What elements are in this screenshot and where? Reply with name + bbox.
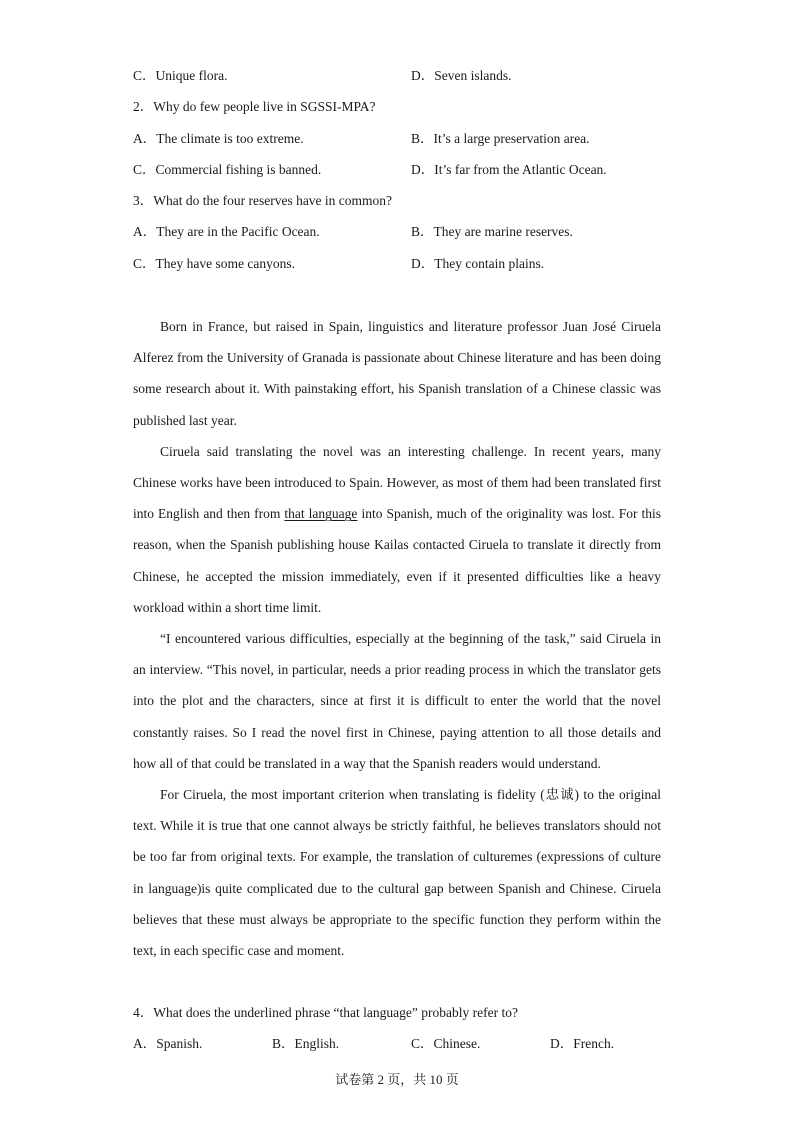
q2-option-a: A．The climate is too extreme. (133, 131, 304, 146)
passage-paragraph-2 (133, 436, 661, 623)
q1-option-d: D．Seven islands. (411, 68, 512, 83)
underlined-phrase: that language (284, 506, 358, 522)
q4-option-d: D．French. (550, 1036, 615, 1051)
q3-stem: 3．What do the four reserves have in common? (133, 193, 393, 208)
q2-option-c: C．Commercial fishing is banned. (133, 162, 322, 177)
q2-option-d: D．It’s far from the Atlantic Ocean. (411, 162, 607, 177)
q4-option-a: A．Spanish. (133, 1036, 203, 1051)
reading-passage (133, 311, 661, 966)
passage-paragraph-1: Born in France, but raised in Spain, linguistics and literature professor Juan José Ciruela Alferez from the University of Granada is passionate about Chinese literature and has been doing some research about it. With painstaking effort, his Spanish translation of a Chinese classic was published last year. (133, 319, 661, 428)
q3-option-c: C．They have some canyons. (133, 256, 295, 271)
passage-p2-after: into Spanish, much of the originality was lost. For this reason, when the Spanish publishing house Kailas contacted Ciruela to translate it directly from Chinese, he accepted the mission immediately, even if it presented difficulties like a heavy workload within a short time limit. (133, 506, 661, 615)
q4-option-b: B．English. (272, 1036, 340, 1051)
q1-option-c: C．Unique flora. (133, 68, 228, 83)
passage-paragraph-3: “I encountered various difficulties, especially at the beginning of the task,” said Ciruela in an interview. “This novel, in particular, needs a prior reading process in which the translator gets into the plot and the characters, since at first it is difficult to enter the world that the novel constantly raises. So I read the novel first in Chinese, paying attention to all those details and how all of that could be translated in a way that the Spanish readers would understand. (133, 631, 661, 771)
passage-p2-before: Ciruela said translating the novel was an interesting challenge. In recent years, many Chinese works have been introduced to Spain. However, as most of them had been translated first into English and then from (133, 443, 661, 522)
passage-paragraph-4: For Ciruela, the most important criterion when translating is fidelity (忠诚) to the original text. While it is true that one cannot always be strictly faithful, he believes translators should not be too far from original texts. For example, the translation of culturemes (expressions of culture in language)is quite complicated due to the cultural gap between Spanish and Chinese. Ciruela believes that these must always be appropriate to the specific function they perform within the text, in each specific case and moment. (133, 787, 661, 959)
q2-option-b: B．It’s a large preservation area. (411, 131, 590, 146)
q3-option-d: D．They contain plains. (411, 256, 545, 271)
page-footer: 试卷第 2 页，共 10 页 (335, 1072, 459, 1087)
q4-option-c: C．Chinese. (411, 1036, 481, 1051)
q4-stem: 4．What does the underlined phrase “that language” probably refer to? (133, 1005, 518, 1020)
q3-option-a: A．They are in the Pacific Ocean. (133, 224, 320, 239)
q2-stem: 2．Why do few people live in SGSSI-MPA? (133, 99, 376, 114)
q3-option-b: B．They are marine reserves. (411, 224, 573, 239)
